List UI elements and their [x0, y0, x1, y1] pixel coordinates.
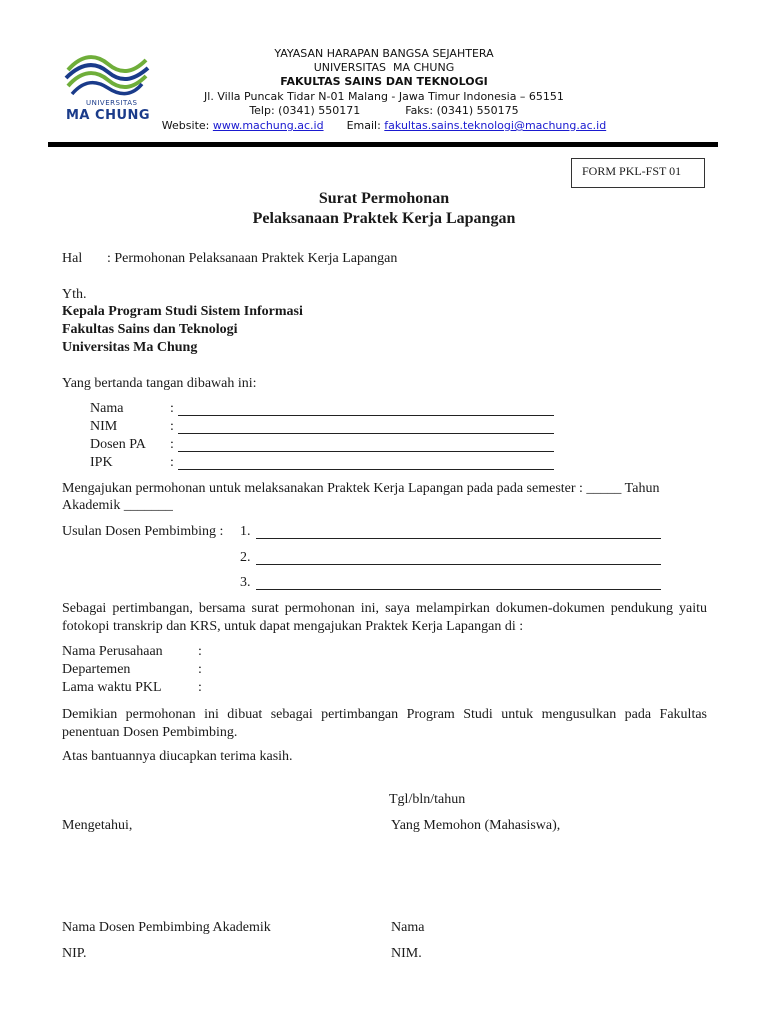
request-text-line-2: Akademik _______	[62, 498, 173, 513]
company-field-label: Lama waktu PKL	[62, 680, 162, 695]
signature-right-id: NIM.	[391, 946, 422, 961]
supervisor-number: 1.	[240, 524, 251, 539]
signature-left-name: Nama Dosen Pembimbing Akademik	[62, 920, 271, 935]
recipient-line-1: Kepala Program Studi Sistem Informasi	[62, 304, 303, 319]
company-field-label: Nama Perusahaan	[62, 644, 163, 659]
signature-left-heading: Mengetahui,	[62, 818, 133, 833]
company-field-colon: :	[198, 680, 202, 695]
signature-date: Tgl/bln/tahun	[389, 792, 466, 807]
nim-fill-line[interactable]	[178, 421, 554, 434]
supervisor-number: 2.	[240, 550, 251, 565]
header-contact	[0, 104, 768, 117]
header-university: UNIVERSITAS MA CHUNG	[313, 61, 455, 74]
header-foundation: YAYASAN HARAPAN BANGSA SEJAHTERA	[274, 47, 494, 60]
field-label: Nama	[90, 401, 124, 416]
nama-fill-line[interactable]	[178, 403, 554, 416]
field-colon: :	[170, 401, 174, 416]
signature-left-id: NIP.	[62, 946, 87, 961]
hal-value: : Permohonan Pelaksanaan Praktek Kerja Lapangan	[107, 251, 398, 266]
supervisor-label: Usulan Dosen Pembimbing :	[62, 524, 224, 539]
field-colon: :	[170, 419, 174, 434]
title-line-1: Surat Permohonan	[318, 190, 450, 207]
intro-text: Yang bertanda tangan dibawah ini:	[62, 376, 257, 391]
ipk-fill-line[interactable]	[178, 457, 554, 470]
company-field-colon: :	[198, 644, 202, 659]
supervisor-number: 3.	[240, 575, 251, 590]
header-web	[0, 119, 768, 132]
thanks-text: Atas bantuannya diucapkan terima kasih.	[62, 749, 293, 764]
logo-name: MA CHUNG	[66, 108, 151, 123]
title-line-2: Pelaksanaan Praktek Kerja Lapangan	[252, 210, 516, 227]
email-label: Email:	[346, 119, 381, 132]
email-link[interactable]: fakultas.sains.teknologi@machung.ac.id	[384, 119, 607, 132]
supervisor-3-fill-line[interactable]	[256, 577, 661, 590]
hal-label: Hal	[62, 251, 83, 266]
field-label: NIM	[90, 419, 118, 434]
field-label: Dosen PA	[90, 437, 146, 452]
consideration-text: Sebagai pertimbangan, bersama surat permohonan ini, saya melampirkan dokumen-dokumen pendukung yaitu fotokopi transkrip dan KRS, untuk dapat mengajukan Praktek Kerja Lapangan di :	[62, 601, 707, 634]
recipient-line-2: Fakultas Sains dan Teknologi	[62, 322, 238, 337]
logo-university-label: UNIVERSITAS	[86, 99, 138, 107]
field-colon: :	[170, 455, 174, 470]
header-phone: Telp: (0341) 550171	[249, 104, 361, 117]
field-colon: :	[170, 437, 174, 452]
recipient-line-3: Universitas Ma Chung	[62, 340, 198, 355]
signature-right-heading: Yang Memohon (Mahasiswa),	[391, 818, 561, 833]
form-code-box: FORM PKL-FST 01	[571, 158, 705, 188]
header-fax: Faks: (0341) 550175	[405, 104, 519, 117]
header-faculty: FAKULTAS SAINS DAN TEKNOLOGI	[280, 75, 488, 88]
company-field-colon: :	[198, 662, 202, 677]
website-link[interactable]: www.machung.ac.id	[212, 119, 324, 132]
supervisor-2-fill-line[interactable]	[256, 552, 661, 565]
website-label: Website:	[161, 119, 210, 132]
supervisor-1-fill-line[interactable]	[256, 526, 661, 539]
closing-text: Demikian permohonan ini dibuat sebagai pertimbangan Program Studi untuk mengusulkan pada Fakultas penentuan Dosen Pembimbing.	[62, 707, 707, 740]
field-label: IPK	[90, 455, 113, 470]
header-divider	[48, 142, 718, 147]
salutation: Yth.	[62, 287, 87, 302]
company-field-label: Departemen	[62, 662, 131, 677]
signature-right-name: Nama	[391, 920, 425, 935]
dosen-pa-fill-line[interactable]	[178, 439, 554, 452]
header-address: Jl. Villa Puncak Tidar N-01 Malang - Jawa Timur Indonesia – 65151	[204, 90, 564, 103]
request-text-line-1: Mengajukan permohonan untuk melaksanakan Praktek Kerja Lapangan pada pada semester : _____ Tahun	[62, 481, 660, 496]
